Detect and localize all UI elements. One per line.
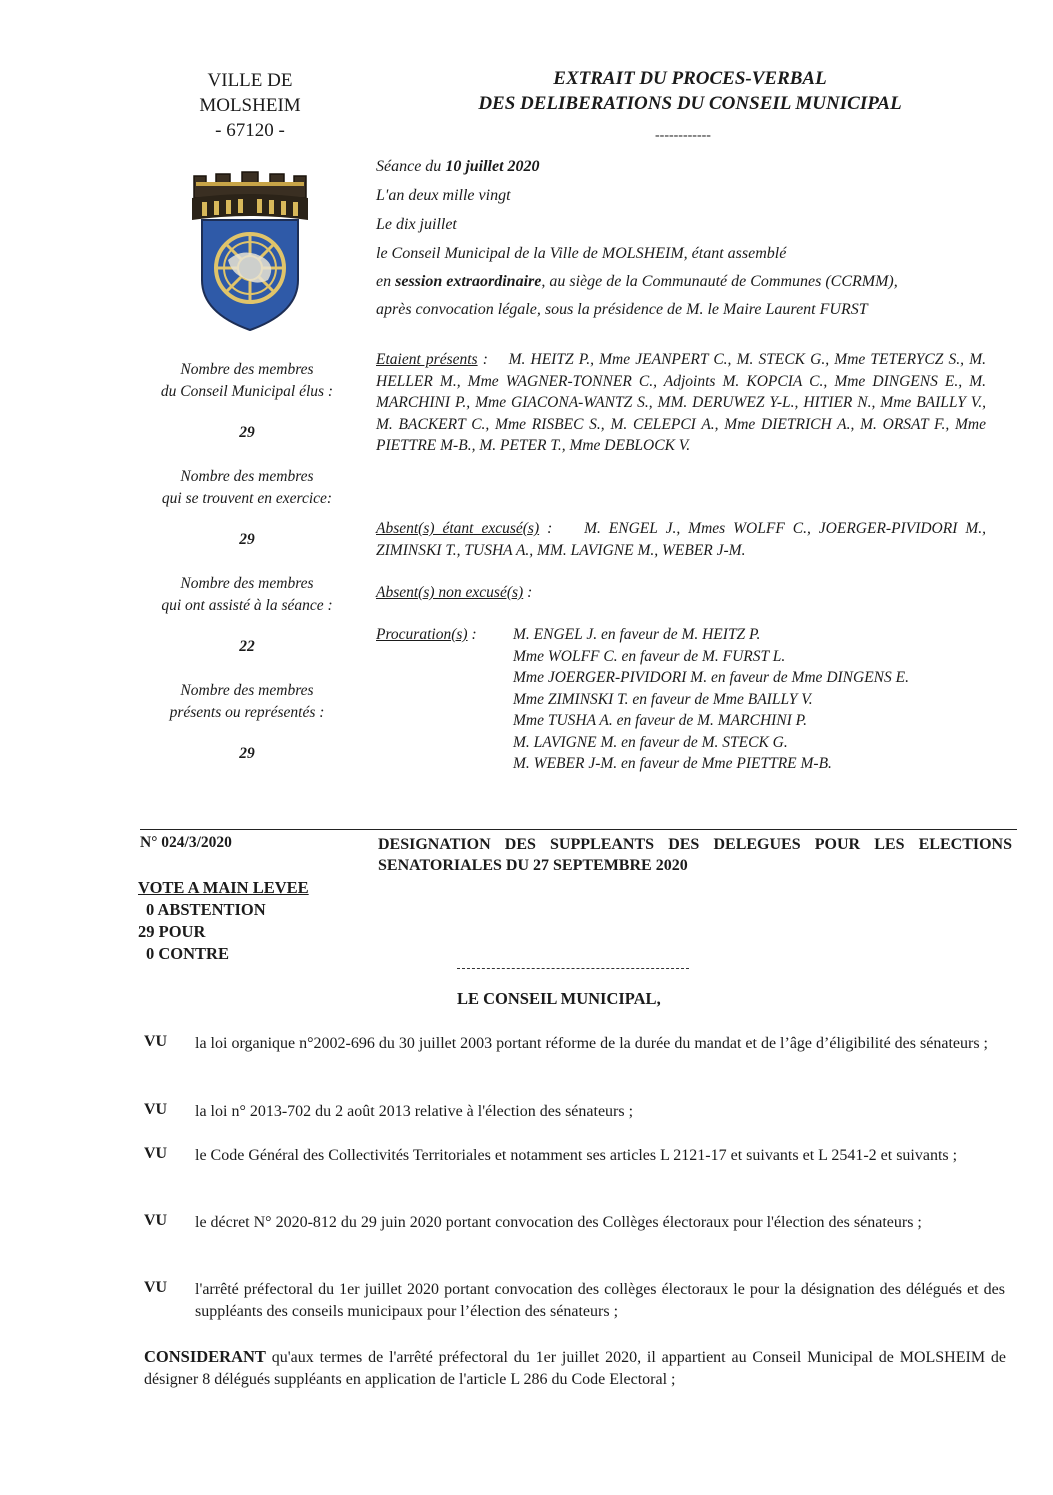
vote-pour: 29 POUR bbox=[138, 922, 206, 941]
procurations-label: Procuration(s) bbox=[376, 626, 468, 643]
vu-label: VU bbox=[144, 1033, 168, 1050]
procuration-item: M. WEBER J-M. en faveur de Mme PIETTRE M-B. bbox=[513, 755, 832, 772]
procuration-item: Mme TUSHA A. en faveur de M. MARCHINI P. bbox=[513, 712, 808, 729]
vu-label: VU bbox=[144, 1212, 168, 1229]
title-separator: ------------ bbox=[655, 128, 711, 143]
non-excuses-paragraph: Absent(s) non excusé(s) : bbox=[376, 584, 533, 601]
vote-title: VOTE A MAIN LEVEE bbox=[138, 878, 309, 897]
considerant-paragraph bbox=[144, 1346, 1006, 1390]
title-line2: DES DELIBERATIONS DU CONSEIL MUNICIPAL bbox=[478, 93, 902, 114]
stat-assiste-value: 22 bbox=[239, 638, 255, 655]
title-line1: EXTRAIT DU PROCES-VERBAL bbox=[553, 68, 827, 89]
seance-date: 10 juillet 2020 bbox=[445, 158, 540, 175]
deliberation-subject: DESIGNATION DES SUPPLEANTS DES DELEGUES POUR LES ELECTIONS SENATORIALES DU 27 SEPTEMBRE 2020 bbox=[378, 836, 1012, 874]
vu-item: la loi organique n°2002-696 du 30 juillet 2003 portant réforme de la durée du mandat et de l’âge d’éligibilité des sénateurs ; bbox=[195, 1035, 988, 1052]
vu-item: la loi n° 2013-702 du 2 août 2013 relative à l'élection des sénateurs ; bbox=[195, 1103, 634, 1120]
ville-postcode: - 67120 - bbox=[215, 120, 285, 141]
ville-line2: MOLSHEIM bbox=[199, 95, 301, 116]
procuration-item: Mme ZIMINSKI T. en faveur de Mme BAILLY V. bbox=[513, 690, 813, 708]
vu-label: VU bbox=[144, 1145, 168, 1162]
considerant-text: qu'aux termes de l'arrêté préfectoral du 1er juillet 2020, il appartient au Conseil Municipal de MOLSHEIM de désigner 8 délégués suppléants en application de l'article L 286 du Code Electoral ; bbox=[144, 1349, 1007, 1388]
non-excuses-label: Absent(s) non excusé(s) bbox=[376, 584, 524, 601]
document-title bbox=[420, 66, 960, 116]
vu-item: l'arrêté préfectoral du 1er juillet 2020 portant convocation des collèges électoraux le pour la désignation des délégués et des suppléants des conseils municipaux pour l’élection des sénateurs ; bbox=[195, 1281, 1005, 1320]
session-type: session extraordinaire bbox=[395, 273, 542, 290]
procuration-item: Mme JOERGER-PIVIDORI M. en faveur de Mme DINGENS E. bbox=[513, 669, 909, 686]
presents-label: Etaient présents bbox=[376, 351, 478, 368]
vu-item: le Code Général des Collectivités Territoriales et notamment ses articles L 2121-17 et suivants et L 2541-2 et suivants ; bbox=[195, 1147, 958, 1164]
excuses-label: Absent(s) étant excusé(s) bbox=[376, 520, 540, 537]
vu-label: VU bbox=[144, 1279, 168, 1296]
section-divider bbox=[140, 829, 1017, 830]
seance-line3: Le dix juillet bbox=[376, 216, 457, 233]
excuses-list: M. ENGEL J., Mmes WOLFF C., JOERGER-PIVIDORI M., ZIMINSKI T., TUSHA A., MM. LAVIGNE M., WEBER J-M. bbox=[376, 520, 986, 559]
excuses-paragraph: Absent(s) étant excusé(s) : M. ENGEL J., Mmes WOLFF C., JOERGER-PIVIDORI M., ZIMINSKI T., TUSHA A., MM. LAVIGNE M., WEBER J-M. bbox=[376, 520, 986, 559]
presents-list: M. HEITZ P., Mme JEANPERT C., M. STECK G., Mme TETERYCZ S., M. HELLER M., Mme WAGNER-TONNER C., Adjoints M. KOPCIA C., Mme DINGENS E., M. MARCHINI P., Mme GIACONA-WANTZ S., MM. DERUWEZ Y-L., HITIER N., Mme BAILLY V., M. BACKERT C., Mme RISBEC S., M. CELEPCI A., Mme DIETRICH A., M. ORSAT F., Mme PIETTRE M-B., M. PETER T., Mme DEBLOCK V. bbox=[376, 351, 986, 454]
seance-line6: après convocation légale, sous la présidence de M. le Maire Laurent FURST bbox=[376, 301, 868, 318]
deliberation-number: N° 024/3/2020 bbox=[140, 834, 232, 851]
dashed-separator bbox=[457, 968, 689, 969]
ville-line1: VILLE DE bbox=[207, 70, 293, 91]
stat-assiste-label: Nombre des membres qui ont assisté à la séance : bbox=[161, 575, 333, 614]
considerant-label: CONSIDERANT bbox=[144, 1347, 266, 1366]
coat-of-arms-icon bbox=[186, 168, 314, 333]
seance-line5: en session extraordinaire, au siège de la Communauté de Communes (CCRMM), bbox=[376, 273, 898, 290]
seance-line1: Séance du 10 juillet 2020 bbox=[376, 158, 540, 175]
vote-contre: 0 CONTRE bbox=[146, 944, 229, 963]
stat-representes-value: 29 bbox=[239, 745, 255, 762]
vote-abstention: 0 ABSTENTION bbox=[146, 900, 266, 919]
vu-item: le décret N° 2020-812 du 29 juin 2020 portant convocation des Collèges électoraux pour l'élection des sénateurs ; bbox=[195, 1214, 922, 1231]
stat-elus-label: Nombre des membres du Conseil Municipal élus : bbox=[160, 361, 334, 400]
stat-exercice-value: 29 bbox=[239, 531, 255, 548]
procurations-heading: Procuration(s) : bbox=[376, 626, 477, 643]
ville-block bbox=[170, 68, 330, 143]
conseil-heading: LE CONSEIL MUNICIPAL, bbox=[457, 989, 661, 1008]
stat-exercice-label: Nombre des membres qui se trouvent en exercice: bbox=[161, 468, 333, 507]
seance-line4: le Conseil Municipal de la Ville de MOLSHEIM, étant assemblé bbox=[376, 245, 787, 262]
stat-elus-value: 29 bbox=[239, 424, 255, 441]
procuration-item: Mme WOLFF C. en faveur de M. FURST L. bbox=[513, 647, 786, 665]
seance-line2: L'an deux mille vingt bbox=[376, 187, 511, 204]
procuration-item: M. ENGEL J. en faveur de M. HEITZ P. bbox=[513, 626, 761, 643]
vu-label: VU bbox=[144, 1101, 168, 1118]
presents-paragraph: Etaient présents : M. HEITZ P., Mme JEANPERT C., M. STECK G., Mme TETERYCZ S., M. HELLER M., Mme WAGNER-TONNER C., Adjoints M. KOPCIA C., Mme DINGENS E., M. MARCHINI P., Mme GIACONA-WANTZ S., MM. DERUWEZ Y-L., HITIER N., Mme BAILLY V., M. BACKERT C., Mme RISBEC S., M. CELEPCI A., Mme DIETRICH A., M. ORSAT F., Mme PIETTRE M-B., M. PETER T., Mme DEBLOCK V. bbox=[376, 351, 986, 454]
procuration-item: M. LAVIGNE M. en faveur de M. STECK G. bbox=[513, 733, 788, 751]
stat-representes-label: Nombre des membres présents ou représentés : bbox=[169, 682, 325, 721]
